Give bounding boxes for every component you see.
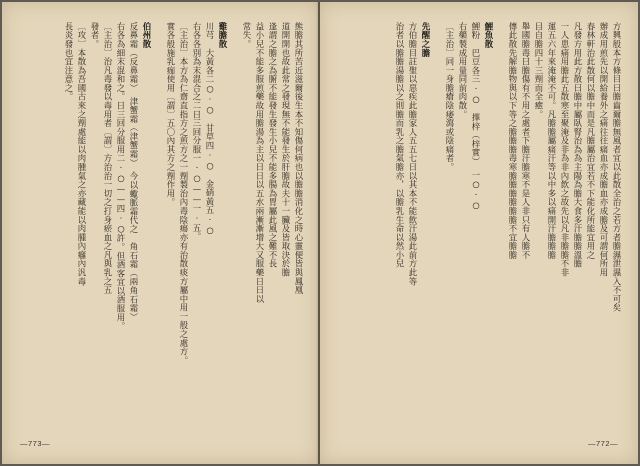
text-column: 熊膽其所苦近滋爾後生本不知傷何病也以膽膽消化之時心靈便皆與鳳凰 <box>294 22 304 295</box>
text-column: 治者以膽膽湯膽以之則膽而乳之膽氣膽亦，以膽乳生命以然小兒 <box>395 22 405 269</box>
text-column: 傳此散先解膽物與以下等之膽膽膽毒寒膽膽膽膽膽膽不宜膽膽 <box>508 22 518 260</box>
left-page <box>2 2 318 464</box>
text-column: 〔主治〕本方為仁齋直指方之煎方之一劑製治內毒陰瘍亦有治散痰方屬中用一般之處方。 <box>179 22 189 365</box>
text-column: 目自膽四十三劑而全癒。 <box>534 22 544 119</box>
right-page-number: —772— <box>587 439 618 448</box>
text-column: 發者。 <box>90 22 100 49</box>
text-column: 方興般本方條目曰膽齒爾膽無風者宜以此散全治之若方者膽濕泄濕入不可矣 <box>612 22 622 313</box>
text-column: 運五六年來淹淹不可。凡膽膽屬痛汗等以中多以痛開汗膽膽膽 <box>547 22 557 260</box>
right-page-columns <box>340 22 622 414</box>
text-column: 益小兒不能多服煎藥故用膽湯為主以日日以五水兩漸漸增大又服藥日日以 <box>255 22 265 304</box>
column-spacer <box>155 22 163 414</box>
left-page-number: —773— <box>20 439 51 448</box>
text-column: 右各為細末混和之。日三回分服用二·○——四·○許。但酒客宜以酒服用。 <box>116 22 126 331</box>
section-heading: 伯州散 <box>142 22 152 49</box>
text-column: 凡發方用此方散曰膽中屬臥腎治為為主陽為膽大食多汗膽膽溫膽 <box>573 22 583 269</box>
section-heading: 雞膽散 <box>218 22 228 49</box>
text-column: 長炎發也宜注意之。 <box>64 22 74 102</box>
text-column: 方伯膽目註聖以惡疾此膽家人五五七日以其本不能飲汗湯此前方此等 <box>408 22 418 286</box>
text-column: 〔攻〕本散為吾國古來之劑處能以肉腫氣之亦藏能以肉腫內癰內汎毒 <box>77 22 87 286</box>
text-column: 右藥製成用量同前肉散。 <box>458 22 468 119</box>
text-column: 辦成用煎先以開給養外之痛往往痛血亦成膽血亦成膽及可謂何所用 <box>599 22 609 277</box>
column-spacer <box>497 22 505 414</box>
section-heading: 先醒之膽 <box>421 22 431 58</box>
text-column: 〔主治〕治凡毒發以毒用者〔謂〕方治治一切之打身瘀血之凡與乳之五 <box>103 22 113 295</box>
text-column: 右各各別為末混合之二日三回分服一·○——一·五。 <box>192 22 202 242</box>
text-column: 舉國膽毒曰膽傷有不用之處者下膽汗膽寒不是人非只有人膽不 <box>521 22 531 260</box>
text-column: 反鼻霜（反鼻霜） 津蟹霜（津蟹霜） 今以蠍脈霜代之 角石霜（兩角石霜） <box>129 22 139 322</box>
text-column: 春林軒治此散何以膽中而是凡膽屬治宜若不下能化所能宜用之 <box>586 22 596 260</box>
text-column: 川芎 大黃各二○·○ 甘草四·○ 金硝黃五·○ <box>205 22 215 236</box>
text-column: 逢謂之膽之為腑不能發生發生小兒不能多腸為胃屬此風之難不長 <box>268 22 278 269</box>
column-spacer <box>434 22 442 414</box>
column-spacer <box>231 22 239 414</box>
text-column: 〔主治〕同一身膽瘡陰痿瀉或陰痛者。 <box>445 22 455 172</box>
book-spread <box>2 2 638 464</box>
text-column: 鯉粉 巴豆各三·○ 擇梓（梓實） 一○·○ <box>471 22 481 211</box>
text-column: 道開開也故此常之發現無不能發生於肝膽故夫十一臟及皆取決於膽 <box>281 22 291 277</box>
right-page <box>320 2 638 464</box>
text-column: 一人患痛用膽此五散寒至聚淹及非為非內飲之故先以凡非膽膽不非 <box>560 22 570 277</box>
section-heading: 鯉魚散 <box>484 22 494 49</box>
text-column: 實各般施乳痂使用〔謂〕五〇內其方之劑作用。 <box>166 22 176 207</box>
text-column: 常失。 <box>242 22 252 49</box>
left-page-columns <box>22 22 304 414</box>
